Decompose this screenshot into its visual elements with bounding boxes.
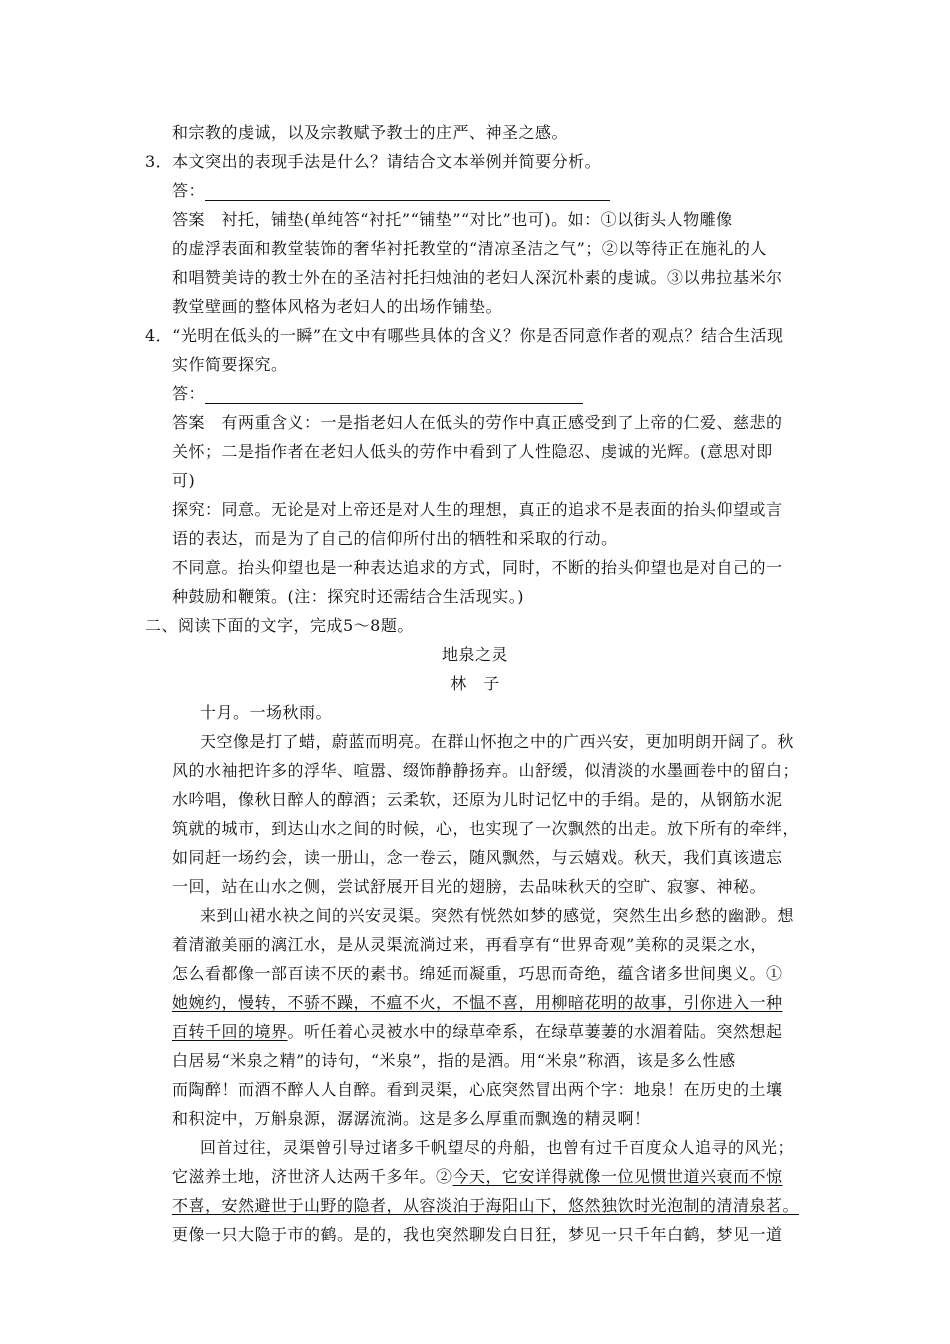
underlined-text: 不喜，安然避世于山野的隐者，从容淡泊于海阳山下，悠然独饮时光泡制的清清泉茗。	[172, 1196, 800, 1215]
answer-label: 答：	[172, 181, 206, 200]
text-line: 和积淀中，万斛泉源，潺潺流淌。这是多么厚重而飘逸的精灵啊！	[172, 1109, 651, 1128]
text-line: 一回，站在山水之侧，尝试舒展开目光的翅膀，去品味秋天的空旷、寂寥、神秘。	[172, 877, 767, 896]
text-line: 十月。一场秋雨。	[200, 703, 333, 722]
section-heading: 二、阅读下面的文字，完成5～8题。	[145, 616, 414, 635]
text-line: 风的水袖把许多的浮华、喧嚣、缀饰静静扬弃。山舒缓，似清淡的水墨画卷中的留白；	[172, 761, 800, 780]
text-line: 天空像是打了蜡，蔚蓝而明亮。在群山怀抱之中的广西兴安，更加明朗开阔了。秋	[200, 732, 795, 751]
text-line	[172, 1167, 783, 1187]
question-3: 3．本文突出的表现手法是什么？请结合文本举例并简要分析。	[145, 152, 602, 171]
text-line: 来到山裙水袂之间的兴安灵渠。突然有恍然如梦的感觉，突然生出乡愁的幽渺。想	[200, 906, 795, 925]
text-line: 而陶醉！而酒不醉人人自醉。看到灵渠，心底突然冒出两个字：地泉！在历史的土壤	[172, 1080, 783, 1099]
text-line: 筑就的城市，到达山水之间的时候，心，也实现了一次飘然的出走。放下所有的牵绊，	[172, 819, 800, 838]
text-line: 和唱赞美诗的教士外在的圣洁衬托扫烛油的老妇人深沉朴素的虔诚。③以弗拉基米尔	[172, 268, 783, 287]
text-span: 它滋养土地，济世济人达两千多年。②	[172, 1167, 453, 1186]
text-line: 关怀；二是指作者在老妇人低头的劳作中看到了人性隐忍、虔诚的光辉。(意思对即	[172, 442, 773, 461]
text-line: 可)	[172, 471, 196, 490]
text-line: 回首过往，灵渠曾引导过诸多千帆望尽的舟船，也曾有过千百度众人追寻的风光；	[200, 1138, 795, 1157]
text-line: 着清澈美丽的漓江水，是从灵渠流淌过来，再看享有“世界奇观”美称的灵渠之水，	[172, 935, 767, 954]
answer-blank	[205, 184, 610, 201]
text-line: 实作简要探究。	[172, 355, 288, 374]
text-span: 。听任着心灵被水中的绿草牵系，在绿草萋萋的水湄着陆。突然想起	[287, 1022, 783, 1041]
text-line: 怎么看都像一部百读不厌的素书。绵延而凝重，巧思而奇绝，蕴含诸多世间奥义。①	[172, 964, 783, 983]
answer-line-q3	[172, 181, 610, 201]
underlined-text: 她婉约，慢转，不骄不躁，不瘟不火，不愠不喜，用柳暗花明的故事，引你进入一种	[172, 993, 783, 1012]
article-author: 林 子	[450, 674, 500, 693]
text-line: 和宗教的虔诚，以及宗教赋予教士的庄严、神圣之感。	[172, 123, 569, 142]
text-line: 语的表达，而是为了自己的信仰所付出的牺牲和采取的行动。	[172, 529, 618, 548]
text-line: 探究：同意。无论是对上帝还是对人生的理想，真正的追求不是表面的抬头仰望或言	[172, 500, 783, 519]
text-line: 白居易“米泉之精”的诗句，“米泉”，指的是酒。用“米泉”称酒，该是多么性感	[172, 1051, 736, 1070]
answer-blank	[205, 387, 583, 404]
text-line: 答案 衬托，铺垫(单纯答“衬托”“铺垫”“对比”也可)。如：①以街头人物雕像	[172, 210, 733, 229]
answer-label: 答：	[172, 384, 206, 403]
article-title: 地泉之灵	[441, 645, 508, 664]
text-line	[172, 1022, 783, 1042]
text-line: 水吟唱，像秋日醉人的醇酒；云柔软，还原为儿时记忆中的手绢。是的，从钢筋水泥	[172, 790, 783, 809]
underlined-text: 今天，它安详得就像一位见惯世道兴衰而不惊	[452, 1167, 783, 1186]
text-line: 种鼓励和鞭策。(注：探究时还需结合生活现实。)	[172, 587, 524, 606]
text-line: 教堂壁画的整体风格为老妇人的出场作铺垫。	[172, 297, 503, 316]
text-line: 如同赶一场约会，读一册山，念一卷云，随风飘然，与云嬉戏。秋天，我们真该遗忘	[172, 848, 783, 867]
underlined-text: 百转千回的境界	[172, 1022, 288, 1041]
text-line: 更像一只大隐于市的鹤。是的，我也突然聊发白日狂，梦见一只千年白鹤，梦见一道	[172, 1225, 783, 1244]
text-line: 不同意。抬头仰望也是一种表达追求的方式，同时，不断的抬头仰望也是对自己的一	[172, 558, 783, 577]
answer-line-q4	[172, 384, 583, 404]
text-line: 答案 有两重含义：一是指老妇人在低头的劳作中真正感受到了上帝的仁爱、慈悲的	[172, 413, 783, 432]
question-4: 4．“光明在低头的一瞬”在文中有哪些具体的含义？你是否同意作者的观点？结合生活现	[145, 326, 784, 345]
text-line: 的虚浮表面和教堂装饰的奢华衬托教堂的“清凉圣洁之气”；②以等待正在施礼的人	[172, 239, 767, 258]
